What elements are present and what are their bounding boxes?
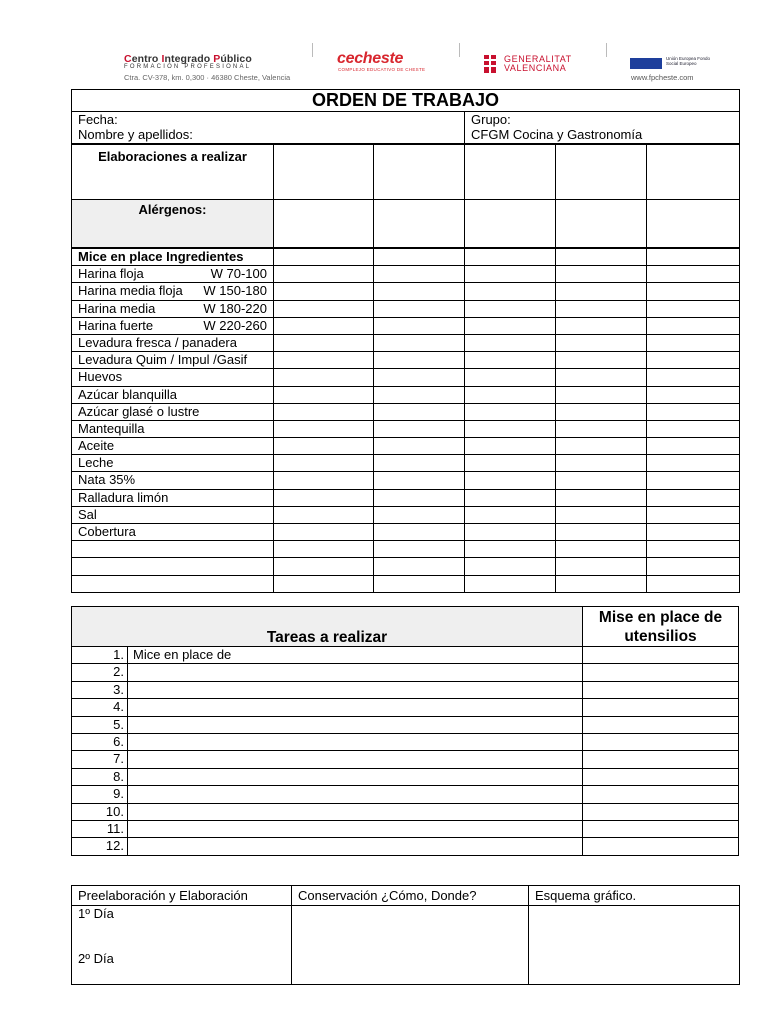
ingredient-row xyxy=(72,420,740,437)
quantity-cell[interactable] xyxy=(647,403,740,420)
task-number: 3. xyxy=(72,681,128,698)
ingredient-name-cell xyxy=(72,558,274,575)
quantity-cell[interactable] xyxy=(465,386,556,403)
task-row xyxy=(72,751,739,768)
quantity-cell[interactable] xyxy=(465,283,556,300)
ingredient-row xyxy=(72,558,740,575)
quantity-cell[interactable] xyxy=(374,575,465,592)
alergenos-label: Alérgenos: xyxy=(72,200,274,249)
task-number: 6. xyxy=(72,733,128,750)
website-url: www.fpcheste.com xyxy=(631,73,694,82)
task-row xyxy=(72,733,739,750)
ingredient-name: Aceite xyxy=(78,438,115,454)
task-number: 10. xyxy=(72,803,128,820)
quantity-cell[interactable] xyxy=(465,472,556,489)
utensil-cell[interactable] xyxy=(583,664,739,681)
ingredient-row xyxy=(72,334,740,351)
eu-flag-icon xyxy=(630,58,662,69)
quantity-cell[interactable] xyxy=(374,506,465,523)
ingredient-row xyxy=(72,541,740,558)
ingredient-name: Sal xyxy=(78,506,97,522)
ingredient-strength: W 70-100 xyxy=(210,266,267,282)
quantity-cell[interactable] xyxy=(274,352,374,369)
quantity-cell[interactable] xyxy=(465,558,556,575)
quantity-cell[interactable] xyxy=(647,283,740,300)
quantity-cell[interactable] xyxy=(556,541,647,558)
quantity-cell[interactable] xyxy=(374,403,465,420)
quantity-cell[interactable] xyxy=(556,334,647,351)
quantity-cell[interactable] xyxy=(647,438,740,455)
quantity-cell[interactable] xyxy=(647,489,740,506)
quantity-cell[interactable] xyxy=(556,403,647,420)
grupo-value: CFGM Cocina y Gastronomía xyxy=(471,127,643,142)
task-rows xyxy=(72,647,739,856)
allergen-cell[interactable] xyxy=(374,200,465,249)
ingredient-name-cell xyxy=(72,489,274,506)
quantity-cell[interactable] xyxy=(556,300,647,317)
allergen-cell[interactable] xyxy=(465,200,556,249)
day1-label: 1º Día xyxy=(78,906,114,921)
ingredient-strength: W 220-260 xyxy=(203,317,267,333)
quantity-cell[interactable] xyxy=(465,352,556,369)
ingredient-row xyxy=(72,472,740,489)
task-text[interactable] xyxy=(128,786,583,803)
quantity-cell[interactable] xyxy=(647,300,740,317)
utensil-cell[interactable] xyxy=(583,733,739,750)
quantity-cell[interactable] xyxy=(556,558,647,575)
allergen-cell[interactable] xyxy=(274,200,374,249)
elaboration-cell[interactable] xyxy=(274,144,374,200)
quantity-cell[interactable] xyxy=(274,455,374,472)
quantity-cell[interactable] xyxy=(465,420,556,437)
conservation-header: Conservación ¿Cómo, Donde? xyxy=(292,886,529,906)
elaboration-cell[interactable] xyxy=(374,144,465,200)
ingredient-row xyxy=(72,489,740,506)
quantity-cell[interactable] xyxy=(647,524,740,541)
task-number: 5. xyxy=(72,716,128,733)
ingredient-name: Levadura Quim / Impul /Gasif xyxy=(78,352,248,368)
ingredient-row xyxy=(72,283,740,300)
utensil-cell[interactable] xyxy=(583,838,739,855)
ingredient-row xyxy=(72,403,740,420)
quantity-cell[interactable] xyxy=(647,369,740,386)
quantity-cell[interactable] xyxy=(556,352,647,369)
quantity-cell[interactable] xyxy=(274,420,374,437)
ingredient-row xyxy=(72,386,740,403)
quantity-cell[interactable] xyxy=(556,369,647,386)
quantity-cell[interactable] xyxy=(274,369,374,386)
task-number: 8. xyxy=(72,768,128,785)
quantity-cell[interactable] xyxy=(374,541,465,558)
quantity-cell[interactable] xyxy=(374,266,465,283)
quantity-cell[interactable] xyxy=(556,506,647,523)
ingredient-name: Azúcar blanquilla xyxy=(78,386,178,402)
ingredient-name-cell xyxy=(72,541,274,558)
quantity-cell[interactable] xyxy=(556,266,647,283)
task-row xyxy=(72,716,739,733)
student-info-cell[interactable] xyxy=(72,112,465,145)
quantity-cell[interactable] xyxy=(274,300,374,317)
task-row xyxy=(72,768,739,785)
utensil-cell[interactable] xyxy=(583,820,739,837)
eu-fund-text: Unión Europea Fondo Social Europeo xyxy=(666,56,711,66)
ingredient-name-cell xyxy=(72,266,274,283)
quantity-cell[interactable] xyxy=(465,317,556,334)
quantity-cell[interactable] xyxy=(274,334,374,351)
quantity-cell[interactable] xyxy=(274,266,374,283)
quantity-cell[interactable] xyxy=(556,420,647,437)
tasks-table xyxy=(71,606,739,856)
quantity-cell[interactable] xyxy=(647,558,740,575)
cecheste-logo: cecheste xyxy=(337,50,404,67)
fecha-label: Fecha: xyxy=(78,112,118,127)
ingredient-row xyxy=(72,300,740,317)
cecheste-logo-subtitle: COMPLEJO EDUCATIVO DE CHESTE xyxy=(338,67,426,72)
diagram-cell[interactable] xyxy=(529,906,740,985)
quantity-cell[interactable] xyxy=(647,248,740,266)
preelaboration-cell[interactable] xyxy=(72,906,292,985)
ingredient-rows xyxy=(72,266,740,593)
ingredient-row xyxy=(72,266,740,283)
utensil-cell[interactable] xyxy=(583,699,739,716)
utensil-cell[interactable] xyxy=(583,803,739,820)
mise-header: Mice en place Ingredientes xyxy=(72,248,274,266)
quantity-cell[interactable] xyxy=(374,334,465,351)
allergen-cell[interactable] xyxy=(556,200,647,249)
utensils-header: Mise en place de utensilios xyxy=(583,607,739,647)
task-text[interactable] xyxy=(128,716,583,733)
quantity-cell[interactable] xyxy=(274,438,374,455)
quantity-cell[interactable] xyxy=(274,506,374,523)
quantity-cell[interactable] xyxy=(647,386,740,403)
ingredient-strength: W 150-180 xyxy=(203,283,267,299)
ingredient-name-cell xyxy=(72,317,274,334)
elaboration-cell[interactable] xyxy=(465,144,556,200)
header-divider xyxy=(312,43,313,57)
quantity-cell[interactable] xyxy=(374,352,465,369)
quantity-cell[interactable] xyxy=(465,369,556,386)
ingredient-name: Azúcar glasé o lustre xyxy=(78,403,200,419)
utensil-cell[interactable] xyxy=(583,786,739,803)
ingredient-name-cell xyxy=(72,334,274,351)
header-divider xyxy=(606,43,607,57)
ingredient-name-cell xyxy=(72,438,274,455)
ingredient-row xyxy=(72,438,740,455)
quantity-cell[interactable] xyxy=(556,438,647,455)
header-divider xyxy=(459,43,460,57)
ingredient-name: Huevos xyxy=(78,369,123,385)
quantity-cell[interactable] xyxy=(465,266,556,283)
quantity-cell[interactable] xyxy=(647,420,740,437)
utensil-cell[interactable] xyxy=(583,768,739,785)
ingredient-name-cell xyxy=(72,386,274,403)
quantity-cell[interactable] xyxy=(465,575,556,592)
quantity-cell[interactable] xyxy=(374,438,465,455)
ingredient-name: Harina floja xyxy=(78,266,144,282)
ingredient-name-cell xyxy=(72,575,274,592)
task-row xyxy=(72,647,739,664)
task-text[interactable] xyxy=(128,664,583,681)
ingredient-row xyxy=(72,575,740,592)
quantity-cell[interactable] xyxy=(274,558,374,575)
ingredient-name: Nata 35% xyxy=(78,472,136,488)
ingredient-name-cell xyxy=(72,369,274,386)
quantity-cell[interactable] xyxy=(556,575,647,592)
task-number: 4. xyxy=(72,699,128,716)
page-title: ORDEN DE TRABAJO xyxy=(72,90,740,112)
ingredient-row xyxy=(72,524,740,541)
ingredient-name-cell xyxy=(72,420,274,437)
quantity-cell[interactable] xyxy=(647,472,740,489)
task-text[interactable] xyxy=(128,838,583,855)
task-text[interactable] xyxy=(128,681,583,698)
conservation-cell[interactable] xyxy=(292,906,529,985)
task-row xyxy=(72,699,739,716)
quantity-cell[interactable] xyxy=(374,248,465,266)
utensil-cell[interactable] xyxy=(583,681,739,698)
ingredient-name: Harina media floja xyxy=(78,283,183,299)
task-row xyxy=(72,681,739,698)
task-number: 1. xyxy=(72,647,128,664)
quantity-cell[interactable] xyxy=(374,386,465,403)
utensil-cell[interactable] xyxy=(583,647,739,664)
ingredient-name: Harina media xyxy=(78,300,156,316)
quantity-cell[interactable] xyxy=(556,455,647,472)
task-number: 11. xyxy=(72,820,128,837)
task-text[interactable] xyxy=(128,733,583,750)
utensil-cell[interactable] xyxy=(583,716,739,733)
task-row xyxy=(72,838,739,855)
quantity-cell[interactable] xyxy=(465,489,556,506)
ingredient-row xyxy=(72,455,740,472)
quantity-cell[interactable] xyxy=(556,489,647,506)
quantity-cell[interactable] xyxy=(274,489,374,506)
quantity-cell[interactable] xyxy=(274,386,374,403)
cip-address: Ctra. CV-378, km. 0,300 · 46380 Cheste, Valencia xyxy=(124,73,291,82)
ingredient-name: Levadura fresca / panadera xyxy=(78,334,237,350)
quantity-cell[interactable] xyxy=(274,575,374,592)
task-row xyxy=(72,664,739,681)
tasks-header: Tareas a realizar xyxy=(72,607,583,647)
elaboraciones-label: Elaboraciones a realizar xyxy=(72,144,274,200)
quantity-cell[interactable] xyxy=(647,352,740,369)
quantity-cell[interactable] xyxy=(647,455,740,472)
quantity-cell[interactable] xyxy=(465,438,556,455)
ingredient-name: Leche xyxy=(78,455,114,471)
quantity-cell[interactable] xyxy=(374,524,465,541)
quantity-cell[interactable] xyxy=(274,403,374,420)
task-text[interactable] xyxy=(128,699,583,716)
allergen-cell[interactable] xyxy=(647,200,740,249)
task-number: 12. xyxy=(72,838,128,855)
quantity-cell[interactable] xyxy=(556,317,647,334)
quantity-cell[interactable] xyxy=(556,472,647,489)
ingredient-name-cell xyxy=(72,472,274,489)
quantity-cell[interactable] xyxy=(647,575,740,592)
quantity-cell[interactable] xyxy=(374,369,465,386)
task-text[interactable] xyxy=(128,751,583,768)
quantity-cell[interactable] xyxy=(274,248,374,266)
task-row xyxy=(72,803,739,820)
quantity-cell[interactable] xyxy=(465,300,556,317)
quantity-cell[interactable] xyxy=(465,455,556,472)
diagram-header: Esquema gráfico. xyxy=(529,886,740,906)
quantity-cell[interactable] xyxy=(647,541,740,558)
cip-logo-title: Centro Integrado Público xyxy=(124,53,252,65)
group-info-cell[interactable] xyxy=(465,112,740,145)
ingredient-row xyxy=(72,506,740,523)
ingredient-row xyxy=(72,317,740,334)
task-text[interactable] xyxy=(128,768,583,785)
task-row xyxy=(72,820,739,837)
quantity-cell[interactable] xyxy=(465,506,556,523)
utensil-cell[interactable] xyxy=(583,751,739,768)
cip-logo-subtitle: FORMACIÓN PROFESIONAL xyxy=(124,64,252,70)
quantity-cell[interactable] xyxy=(374,420,465,437)
ingredient-name-cell xyxy=(72,403,274,420)
task-text[interactable]: Mice en place de xyxy=(128,647,583,664)
quantity-cell[interactable] xyxy=(556,386,647,403)
ingredient-name-cell xyxy=(72,506,274,523)
ingredient-row xyxy=(72,369,740,386)
ingredient-name-cell xyxy=(72,300,274,317)
quantity-cell[interactable] xyxy=(274,472,374,489)
quantity-cell[interactable] xyxy=(647,506,740,523)
ingredient-row xyxy=(72,352,740,369)
preelaboration-header: Preelaboración y Elaboración xyxy=(72,886,292,906)
quantity-cell[interactable] xyxy=(374,317,465,334)
quantity-cell[interactable] xyxy=(274,541,374,558)
ingredient-name: Cobertura xyxy=(78,524,136,539)
quantity-cell[interactable] xyxy=(647,334,740,351)
ingredient-name: Ralladura limón xyxy=(78,489,169,505)
quantity-cell[interactable] xyxy=(374,489,465,506)
task-number: 9. xyxy=(72,786,128,803)
quantity-cell[interactable] xyxy=(556,248,647,266)
elaboration-cell[interactable] xyxy=(556,144,647,200)
generalitat-logo-text: GENERALITAT VALENCIANA xyxy=(504,54,572,73)
task-row xyxy=(72,786,739,803)
quantity-cell[interactable] xyxy=(556,524,647,541)
quantity-cell[interactable] xyxy=(465,524,556,541)
ingredient-name-cell xyxy=(72,524,274,541)
elaboration-cell[interactable] xyxy=(647,144,740,200)
ingredient-name-cell xyxy=(72,455,274,472)
quantity-cell[interactable] xyxy=(647,317,740,334)
quantity-cell[interactable] xyxy=(465,248,556,266)
day2-label: 2º Día xyxy=(78,951,114,966)
quantity-cell[interactable] xyxy=(374,300,465,317)
quantity-cell[interactable] xyxy=(374,472,465,489)
quantity-cell[interactable] xyxy=(374,283,465,300)
quantity-cell[interactable] xyxy=(465,403,556,420)
quantity-cell[interactable] xyxy=(274,524,374,541)
quantity-cell[interactable] xyxy=(374,558,465,575)
ingredient-name-cell xyxy=(72,283,274,300)
generalitat-crest-icon xyxy=(483,53,497,75)
process-table xyxy=(71,885,740,985)
ingredient-strength: W 180-220 xyxy=(203,300,267,316)
work-order-table xyxy=(71,89,740,593)
task-text[interactable] xyxy=(128,820,583,837)
ingredient-name: Harina fuerte xyxy=(78,317,154,333)
task-number: 2. xyxy=(72,664,128,681)
quantity-cell[interactable] xyxy=(465,541,556,558)
quantity-cell[interactable] xyxy=(374,455,465,472)
quantity-cell[interactable] xyxy=(274,283,374,300)
task-number: 7. xyxy=(72,751,128,768)
ingredient-name: Mantequilla xyxy=(78,420,145,436)
quantity-cell[interactable] xyxy=(647,266,740,283)
nombre-label: Nombre y apellidos: xyxy=(78,127,193,142)
quantity-cell[interactable] xyxy=(274,317,374,334)
quantity-cell[interactable] xyxy=(556,283,647,300)
task-text[interactable] xyxy=(128,803,583,820)
ingredient-name-cell xyxy=(72,352,274,369)
quantity-cell[interactable] xyxy=(465,334,556,351)
grupo-label: Grupo: xyxy=(471,112,511,127)
